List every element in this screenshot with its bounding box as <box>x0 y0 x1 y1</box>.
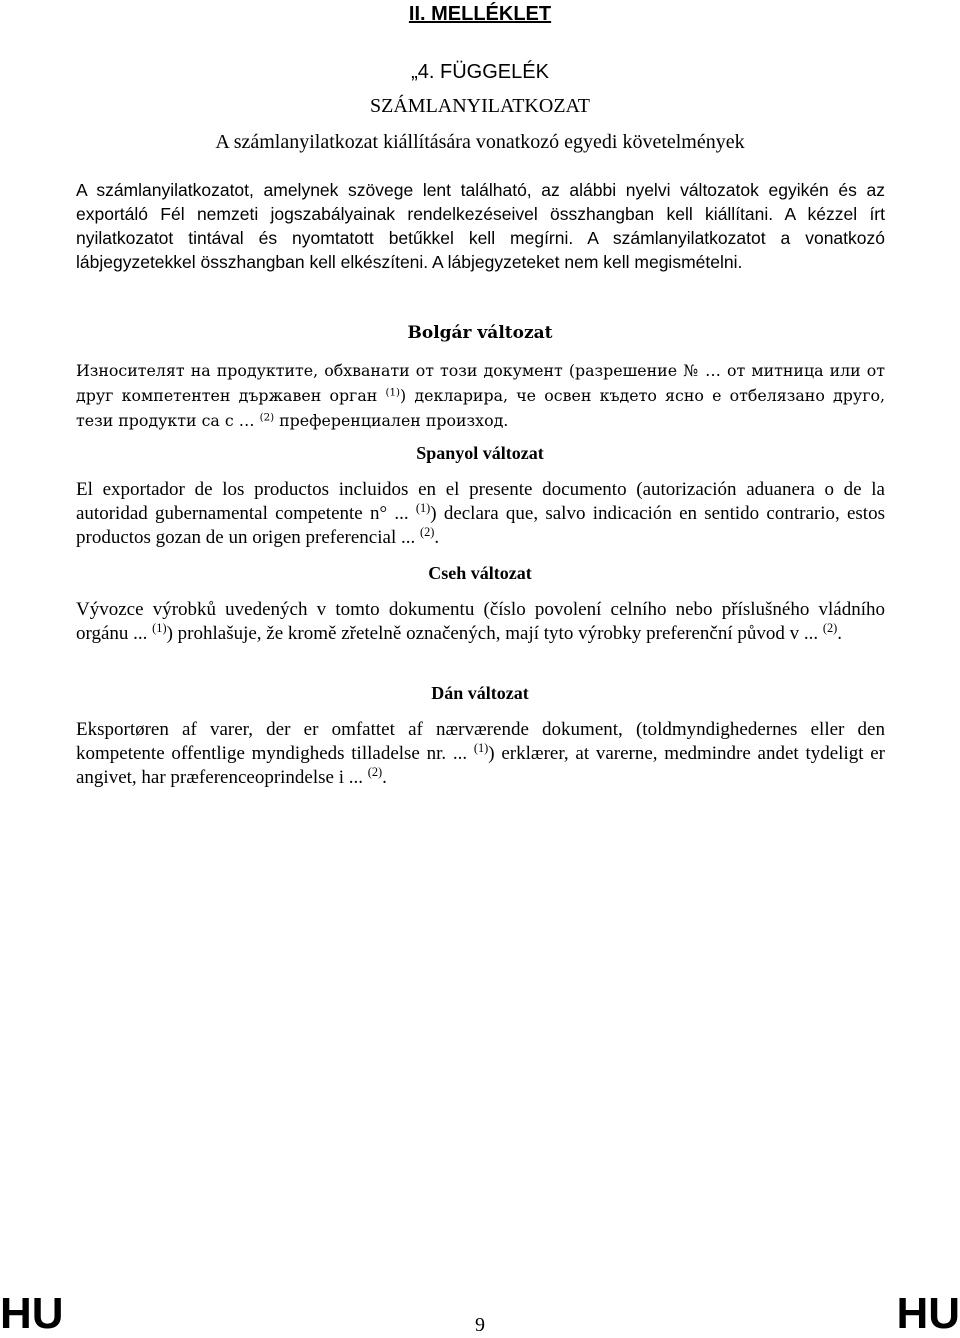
annex-title: II. MELLÉKLET <box>408 3 552 25</box>
footnote-ref-1: (1) <box>152 621 167 636</box>
intro-paragraph: A számlanyilatkozatot, amelynek szövege lent található, az alábbi nyelvi változatok egyikén és az exportáló Fél nemzeti jogszabályainak rendelkezéseivel összhangban kell kiállítani. A kézzel írt nyilatkozatot tintával és nyomtatott betűkkel kell megírni. A számlanyilatkozatot a vonatkozó lábjegyzetekkel összhangban kell elkészíteni. A lábjegyzeteket nem kell megismételni. <box>76 180 885 272</box>
bulgarian-text <box>76 358 885 433</box>
spanish-heading: Spanyol változat <box>416 443 544 463</box>
page-number: 9 <box>475 1314 485 1336</box>
bulgarian-heading: Bolgár változat <box>407 323 553 343</box>
footnote-ref-1: (1) <box>473 741 489 756</box>
footnote-ref-1: (1) <box>415 501 431 516</box>
footnote-ref-2: (2) <box>822 621 838 636</box>
czech-text-part-1: Vývozce výrobků uvedených v tomto dokumentu (číslo povolení celního nebo příslušného vládního orgánu ... <box>76 599 885 644</box>
spanish-text-part-1: El exportador de los productos incluidos en el presente documento (autorización aduanera o de la autoridad gubernamental competente n° ... <box>76 479 885 524</box>
spanish-text-part-2: ) declara que, salvo indicación en sentido contrario, estos productos gozan de un origen preferencial ... <box>76 503 885 548</box>
czech-heading: Cseh változat <box>428 563 532 583</box>
czech-text <box>76 598 885 646</box>
danish-text-part-1: Eksportøren af varer, der er omfattet af nærværende dokument, (toldmyndighedernes eller den kompetente offentlige myndigheds tilladelse nr. ... <box>76 719 885 764</box>
footnote-ref-2: (2) <box>419 525 435 540</box>
footer-country-code-right: HU <box>896 1289 960 1338</box>
footnote-ref-2: (2) <box>259 411 275 424</box>
czech-text-part-3: . <box>837 623 843 644</box>
spanish-text <box>76 478 885 550</box>
danish-text-part-2: ) erklærer, at varerne, medmindre andet tydeligt er angivet, har præferenceoprindelse i ... <box>76 743 886 788</box>
declaration-subtitle: A számlanyilatkozat kiállítására vonatkozó egyedi követelmények <box>215 131 745 153</box>
bulgarian-text-part-2: ) декларира, че освен където ясно е отбелязано друго, тези продукти са с … <box>76 386 885 430</box>
bulgarian-text-part-1: Износителят на продуктите, обхванати от този документ (разрешение № … от митница или от друг компетентен държавен орган <box>76 361 885 405</box>
footnote-ref-2: (2) <box>367 765 383 780</box>
declaration-title: SZÁMLANYILATKOZAT <box>370 95 590 117</box>
czech-text-part-2: ) prohlašuje, že kromě zřetelně označených, mají tyto výrobky preferenční původ v ... <box>166 623 823 644</box>
spanish-text-part-3: . <box>434 527 440 548</box>
appendix-title: „4. FÜGGELÉK <box>411 61 549 83</box>
danish-text <box>76 718 885 790</box>
footnote-ref-1: (1) <box>385 386 401 399</box>
danish-text-part-3: . <box>382 767 387 788</box>
footer-country-code-left: HU <box>0 1289 64 1338</box>
bulgarian-text-part-3: преференциален произход. <box>274 411 509 430</box>
danish-heading: Dán változat <box>431 683 529 703</box>
